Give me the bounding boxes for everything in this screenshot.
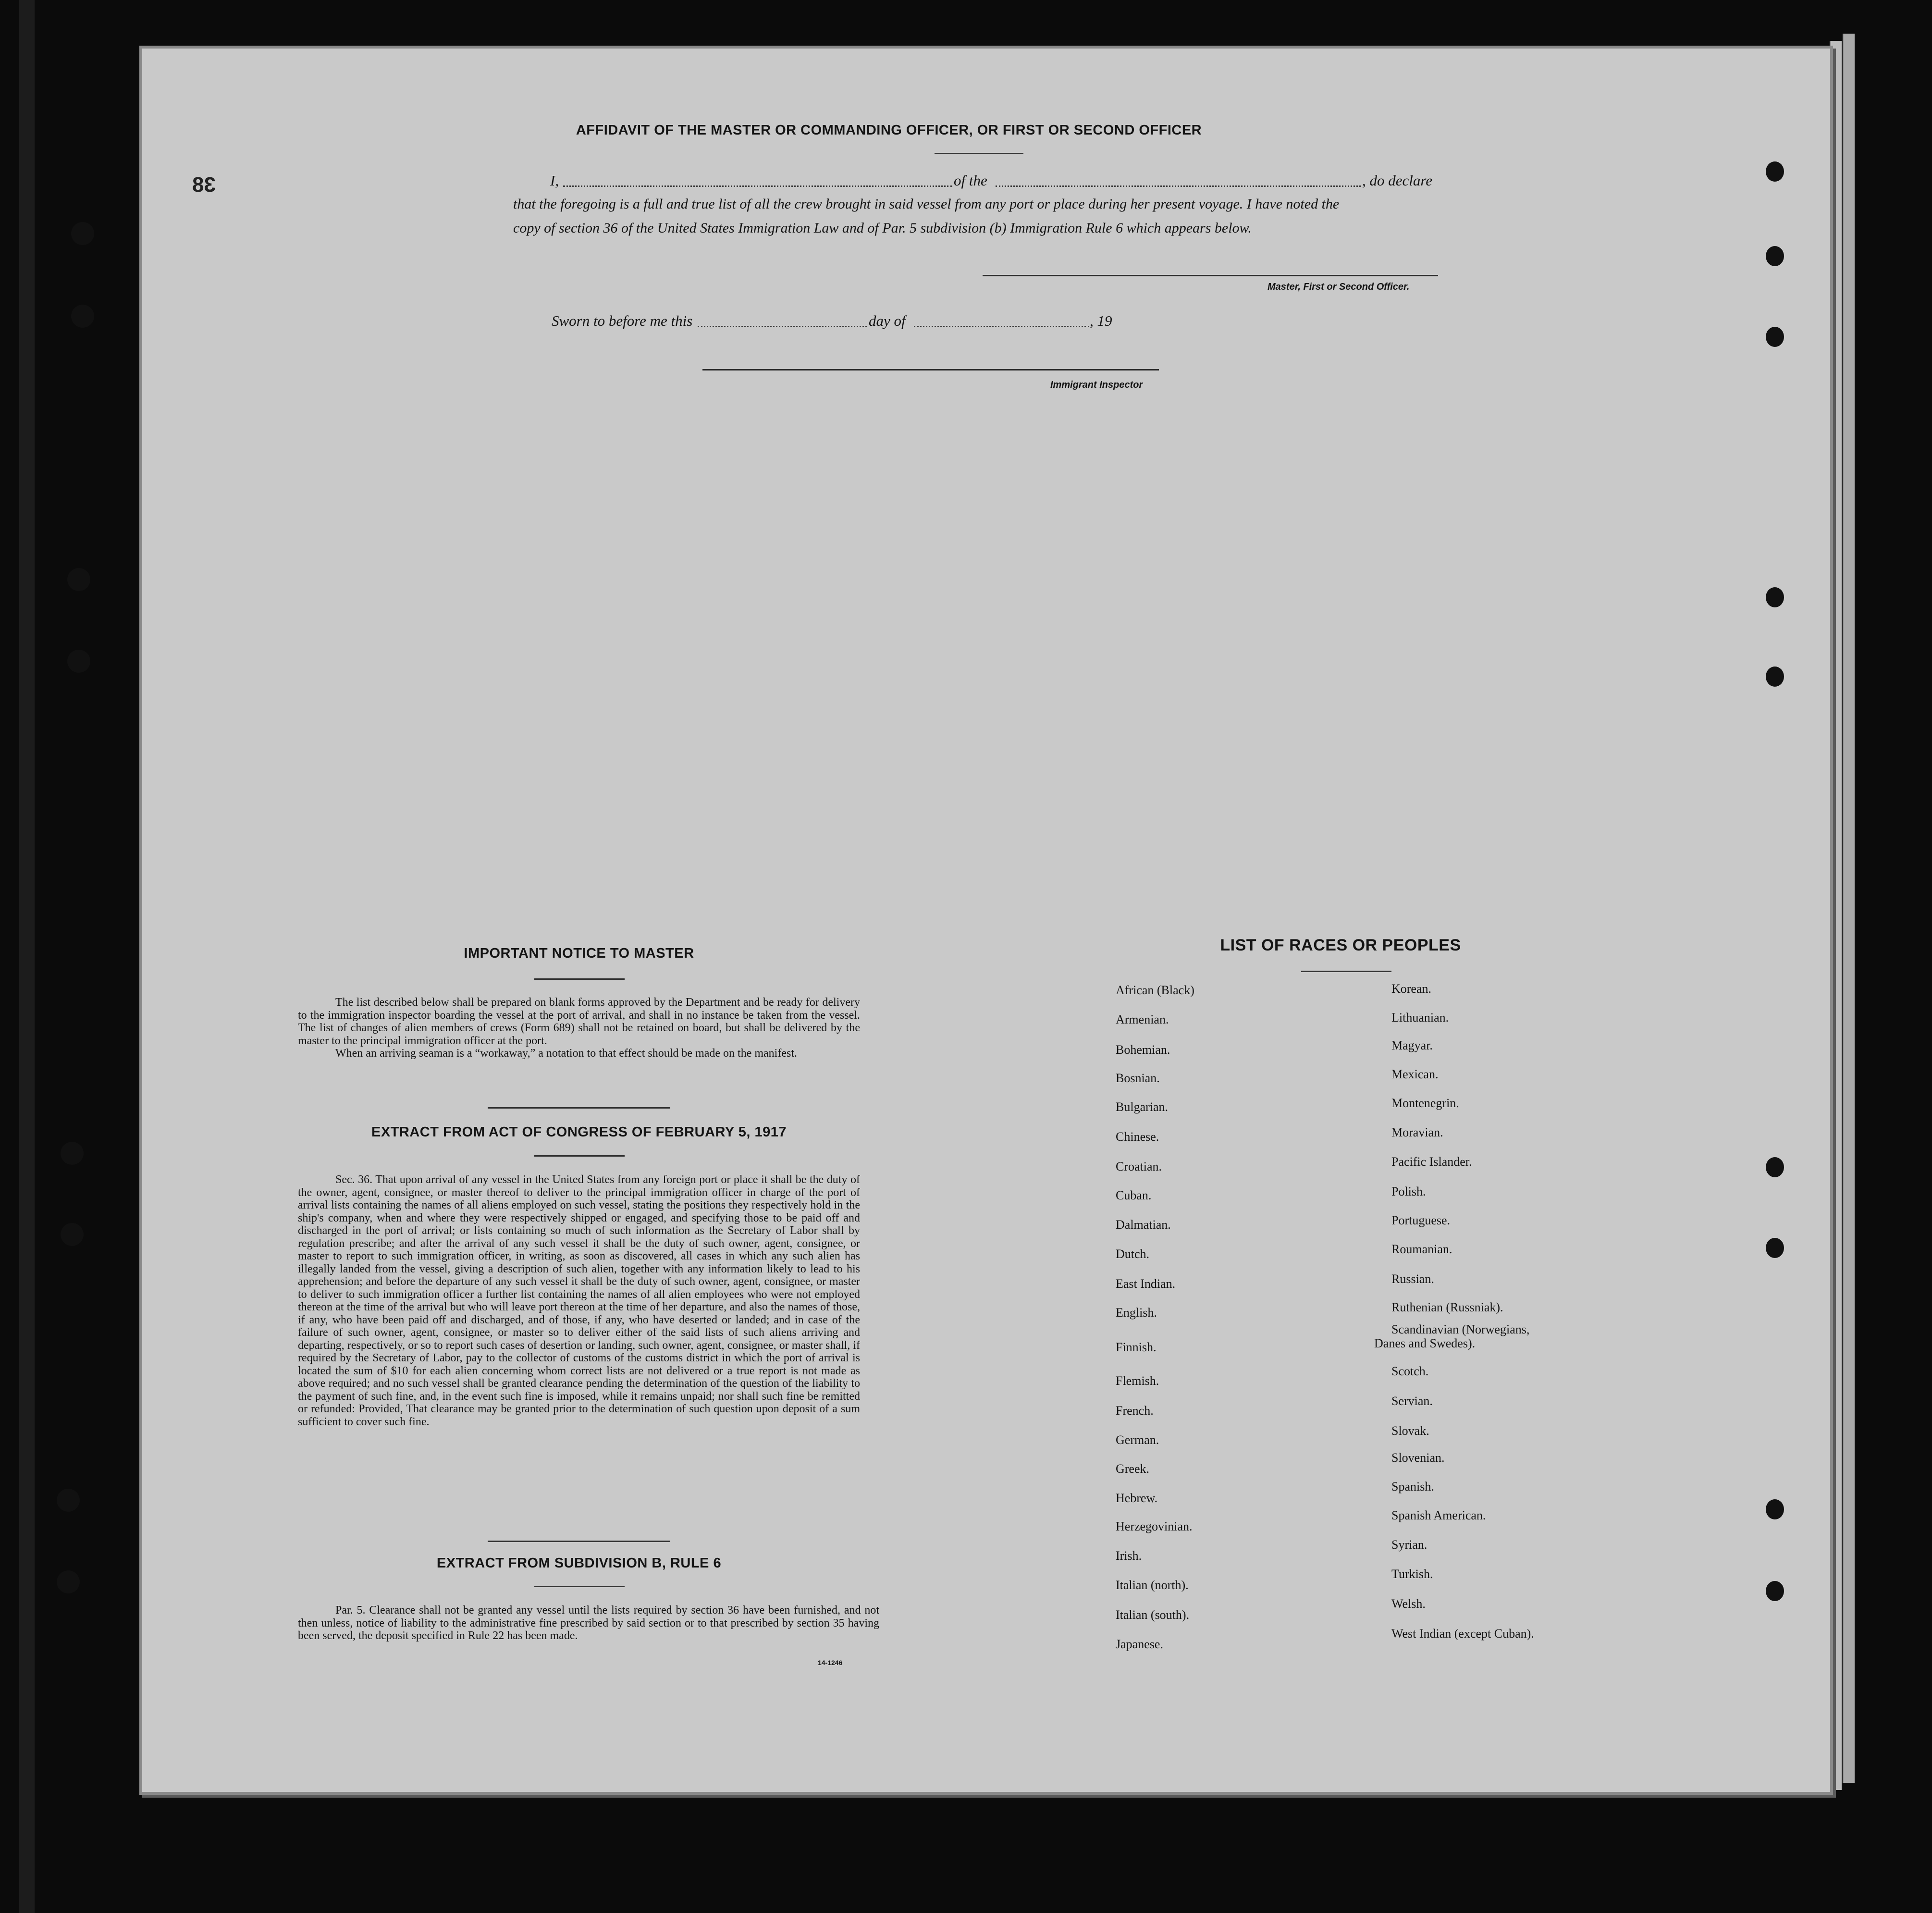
notice-paragraph-2: When an arriving seaman is a “workaway,” a notation to that effect should be made on the manifest.	[335, 1047, 797, 1060]
inspector-signature-caption: Immigrant Inspector	[1050, 380, 1143, 390]
binder-hole	[61, 1142, 84, 1165]
race-item: Bulgarian.	[1116, 1100, 1169, 1114]
race-item: Ruthenian (Russniak).	[1391, 1300, 1503, 1314]
rule-paragraph: Par. 5. Clearance shall not be granted any vessel until the lists required by section 36 have been furnished, and not then unless, notice of liability to the administrative fine prescribed by said section or to that prescribed by section 35 having been served, the deposit specified in Rule 22 has been made.	[298, 1604, 879, 1642]
affidavit-title: AFFIDAVIT OF THE MASTER OR COMMANDING OFFICER, OR FIRST OR SECOND OFFICER	[576, 123, 1202, 138]
sworn-day-field[interactable]	[698, 326, 867, 327]
binder-hole	[1766, 1581, 1784, 1601]
race-item: Finnish.	[1116, 1340, 1157, 1354]
races-title: LIST OF RACES OR PEOPLES	[1220, 936, 1461, 954]
race-item: Russian.	[1391, 1272, 1434, 1286]
page-edge-stack	[1843, 34, 1855, 1783]
document-page	[139, 46, 1833, 1795]
binder-hole	[67, 650, 90, 673]
binder-hole	[1766, 666, 1784, 687]
race-item: Armenian.	[1116, 1012, 1169, 1026]
race-item: Flemish.	[1116, 1374, 1159, 1388]
race-item: Cuban.	[1116, 1188, 1152, 1202]
act-text	[298, 1173, 860, 1428]
rule-title-rule	[534, 1586, 625, 1587]
rule-text	[298, 1604, 879, 1642]
race-item: East Indian.	[1116, 1277, 1176, 1291]
race-item: Dutch.	[1116, 1247, 1150, 1261]
binder-hole	[1766, 1238, 1784, 1258]
race-item: Welsh.	[1391, 1597, 1426, 1611]
race-item: Roumanian.	[1391, 1242, 1452, 1256]
race-item: Scotch.	[1391, 1364, 1429, 1378]
binder-hole	[71, 222, 94, 245]
margin-page-number: 38	[192, 173, 216, 197]
race-item: West Indian (except Cuban).	[1391, 1627, 1534, 1641]
affidavit-title-rule	[935, 153, 1023, 154]
race-item: Irish.	[1116, 1549, 1142, 1563]
race-item: Pacific Islander.	[1391, 1155, 1472, 1169]
race-item: Magyar.	[1391, 1038, 1433, 1052]
inspector-signature-line[interactable]	[702, 369, 1159, 370]
rule-title: EXTRACT FROM SUBDIVISION B, RULE 6	[436, 1555, 722, 1571]
affidavit-statement-line2: that the foregoing is a full and true list of all the crew brought in said vessel from any port or place during her present voyage. I have noted the	[513, 196, 1340, 212]
binder-hole	[1766, 587, 1784, 607]
race-item: Chinese.	[1116, 1130, 1159, 1144]
race-item: Hebrew.	[1116, 1491, 1158, 1505]
race-item: Korean.	[1391, 982, 1432, 996]
race-item: Bohemian.	[1116, 1043, 1170, 1057]
master-signature-caption: Master, First or Second Officer.	[1267, 282, 1410, 292]
sworn-month-field[interactable]	[914, 326, 1089, 327]
race-item: Dalmatian.	[1116, 1218, 1171, 1232]
race-item: Lithuanian.	[1391, 1011, 1449, 1024]
race-item: Japanese.	[1116, 1637, 1163, 1651]
sworn-day-of-label: day of	[869, 312, 906, 329]
scan-edge-left	[19, 0, 35, 1913]
race-item: Bosnian.	[1116, 1071, 1160, 1085]
race-item: Turkish.	[1391, 1567, 1433, 1581]
race-item: Herzegovinian.	[1116, 1519, 1193, 1533]
affidavit-of-the-label: of the	[954, 172, 987, 189]
sworn-label: Sworn to before me this	[552, 312, 693, 329]
binder-hole	[71, 305, 94, 328]
race-item: Greek.	[1116, 1462, 1150, 1476]
race-item: Italian (south).	[1116, 1608, 1190, 1622]
race-item: Spanish American.	[1391, 1508, 1486, 1522]
race-item: English.	[1116, 1306, 1157, 1320]
race-item: Slovak.	[1391, 1424, 1429, 1438]
binder-hole	[1766, 161, 1784, 182]
race-item: Moravian.	[1391, 1125, 1443, 1139]
affidavit-vessel-field[interactable]	[996, 185, 1361, 187]
notice-title: IMPORTANT NOTICE TO MASTER	[464, 946, 694, 961]
races-title-rule	[1301, 971, 1391, 972]
race-item: African (Black)	[1116, 983, 1194, 997]
affidavit-i-label: I,	[550, 172, 559, 189]
race-item: German.	[1116, 1433, 1159, 1447]
binder-hole	[67, 568, 90, 591]
race-item: Syrian.	[1391, 1538, 1427, 1552]
act-end-rule	[488, 1541, 670, 1542]
race-item: French.	[1116, 1404, 1154, 1418]
race-item: Croatian.	[1116, 1160, 1162, 1173]
sworn-year-label: , 19	[1090, 312, 1112, 329]
binder-hole	[1766, 1499, 1784, 1519]
race-item: Italian (north).	[1116, 1578, 1189, 1592]
act-title-rule	[534, 1155, 625, 1157]
notice-text	[298, 996, 860, 1060]
affidavit-name-field[interactable]	[563, 185, 952, 187]
master-signature-line[interactable]	[983, 275, 1438, 276]
binder-hole	[1766, 1157, 1784, 1177]
race-item: Polish.	[1391, 1185, 1426, 1198]
binder-hole	[1766, 327, 1784, 347]
race-item: Portuguese.	[1391, 1213, 1451, 1227]
race-item: Danes and Swedes).	[1374, 1336, 1476, 1350]
notice-end-rule	[488, 1107, 670, 1109]
notice-title-rule	[534, 978, 625, 980]
race-item: Montenegrin.	[1391, 1096, 1459, 1110]
form-number: 14-1246	[818, 1659, 843, 1666]
race-item: Spanish.	[1391, 1480, 1434, 1493]
binder-hole	[1766, 246, 1784, 266]
binder-hole	[61, 1223, 84, 1246]
race-item: Servian.	[1391, 1394, 1433, 1408]
race-item: Scandinavian (Norwegians,	[1391, 1322, 1530, 1336]
act-title: EXTRACT FROM ACT OF CONGRESS OF FEBRUARY 5, 1917	[371, 1124, 787, 1140]
binder-hole	[57, 1489, 80, 1512]
notice-paragraph-1: The list described below shall be prepared on blank forms approved by the Department and be ready for delivery to the immigration inspector boarding the vessel at the port of arrival, and shall in no instance be taken from the vessel. The list of changes of alien members of crews (Form 689) shall not be retained on board, but shall be delivered by the master to the principal immigration officer at the port.	[298, 996, 860, 1047]
affidavit-declare-label: , do declare	[1362, 172, 1433, 189]
race-item: Mexican.	[1391, 1067, 1439, 1081]
race-item: Slovenian.	[1391, 1451, 1445, 1465]
affidavit-statement-line3: copy of section 36 of the United States Immigration Law and of Par. 5 subdivision (b) Immigration Rule 6 which appears below.	[513, 220, 1252, 236]
act-paragraph: Sec. 36. That upon arrival of any vessel in the United States from any foreign port or place it shall be the duty of the owner, agent, consignee, or master thereof to deliver to the principal immigration officer in charge of the port of arrival lists containing the names of all aliens employed on such vessel, stating the positions they respectively hold in the ship's company, when and where they were respectively shipped or engaged, and specifying those to be paid off and discharged in the port of arrival; or lists containing so much of such information as the Secretary of Labor shall by regulation prescribe; and after the arrival of any such vessel it shall be the duty of such owner, agent, consignee, or master to report to such immigration officer, in writing, as soon as discovered, all cases in which any such alien has illegally landed from the vessel, giving a description of such alien, together with any information likely to lead to his apprehension; and before the departure of any such vessel it shall be the duty of such owner, agent, consignee, or master to deliver to such immigration officer a further list containing the names of all alien employees who were not employed thereon at the time of the arrival but who will leave port thereon at the time of her departure, and also the names of those, if any, who have been paid off and discharged, and of those, if any, who have deserted or landed; and in case of the failure of such owner, agent, consignee, or master so to deliver either of the said lists of such aliens arriving and departing, respectively, or so to report such cases of desertion or landing, such owner, agent, consignee, or master shall, if required by the Secretary of Labor, pay to the collector of customs of the customs district in which the port of arrival is located the sum of $10 for each alien concerning whom correct lists are not delivered or a true report is not made as above required; and no such vessel shall be granted clearance pending the determination of the question of the liability to the payment of such fine, and, in the event such fine is imposed, while it remains unpaid; nor shall such fine be remitted or refunded: Provided, That clearance may be granted prior to the determination of such question upon deposit of a sum sufficient to cover such fine.	[298, 1173, 860, 1428]
binder-hole	[57, 1570, 80, 1593]
